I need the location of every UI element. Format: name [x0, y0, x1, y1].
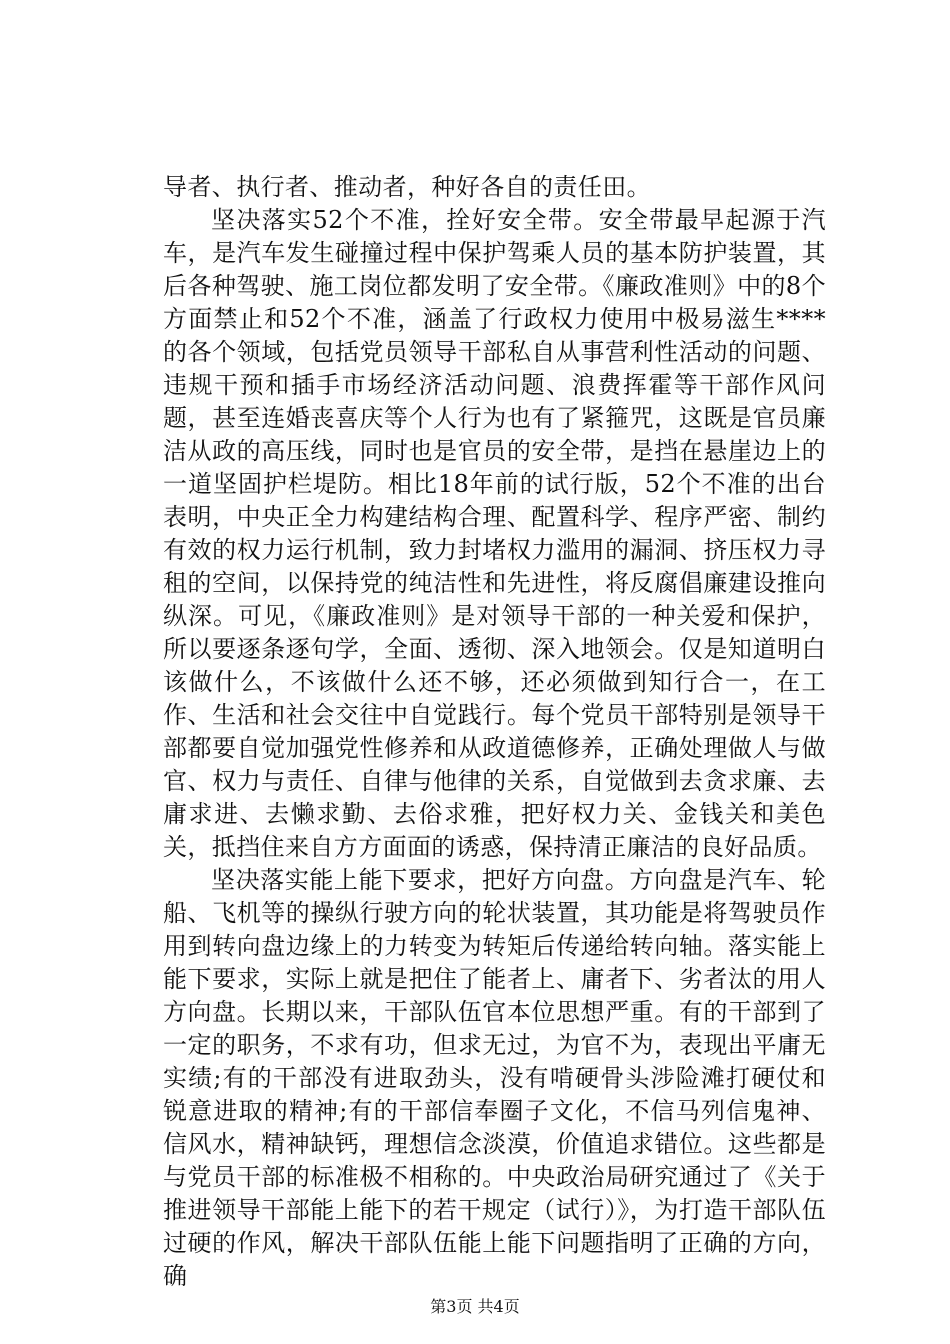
document-body [163, 171, 826, 1293]
paragraph-continuation: 导者、执行者、推动者，种好各自的责任田。 [163, 173, 651, 201]
page-number-label: 第3页 共4页 [430, 1297, 520, 1316]
paragraph-steering-wheel: 坚决落实能上能下要求，把好方向盘。方向盘是汽车、轮船、飞机等的操纵行驶方向的轮状装置，其功能是将驾驶员作用到转向盘边缘上的力转变为转矩后传递给转向轴。落实能上能下要求，实际上就是把住了能者上、庸者下、劣者汰的用人方向盘。长期以来，干部队伍官本位思想严重。有的干部到了一定的职务，不求有功，但求无过，为官不为，表现出平庸无实绩;有的干部没有进取劲头，没有啃硬骨头涉险滩打硬仗和锐意进取的精神;有的干部信奉圈子文化，不信马列信鬼神、信风水，精神缺钙，理想信念淡漠，价值追求错位。这些都是与党员干部的标准极不相称的。中央政治局研究通过了《关于推进领导干部能上能下的若干规定（试行）》，为打造干部队伍过硬的作风，解决干部队伍能上能下问题指明了正确的方向，确 [163, 866, 826, 1290]
paragraph-safety-belt: 坚决落实52个不准，拴好安全带。安全带最早起源于汽车，是汽车发生碰撞过程中保护驾乘人员的基本防护装置，其后各种驾驶、施工岗位都发明了安全带。《廉政准则》中的8个方面禁止和52个不准，涵盖了行政权力使用中极易滋生****的各个领域，包括党员领导干部私自从事营利性活动的问题、违规干预和插手市场经济活动问题、浪费挥霍等干部作风问题，甚至连婚丧喜庆等个人行为也有了紧箍咒，这既是官员廉洁从政的高压线，同时也是官员的安全带，是挡在悬崖边上的一道坚固护栏堤防。相比18年前的试行版，52个不准的出台表明，中央正全力构建结构合理、配置科学、程序严密、制约有效的权力运行机制，致力封堵权力滥用的漏洞、挤压权力寻租的空间，以保持党的纯洁性和先进性，将反腐倡廉建设推向纵深。可见，《廉政准则》是对领导干部的一种关爱和保护，所以要逐条逐句学，全面、透彻、深入地领会。仅是知道明白该做什么，不该做什么还不够，还必须做到知行合一，在工作、生活和社会交往中自觉践行。每个党员干部特别是领导干部都要自觉加强党性修养和从政道德修养，正确处理做人与做官、权力与责任、自律与他律的关系，自觉做到去贪求廉、去庸求进、去懒求勤、去俗求雅，把好权力关、金钱关和美色关，抵挡住来自方方面面的诱惑，保持清正廉洁的良好品质。 [163, 206, 826, 861]
page-footer [0, 1297, 950, 1317]
